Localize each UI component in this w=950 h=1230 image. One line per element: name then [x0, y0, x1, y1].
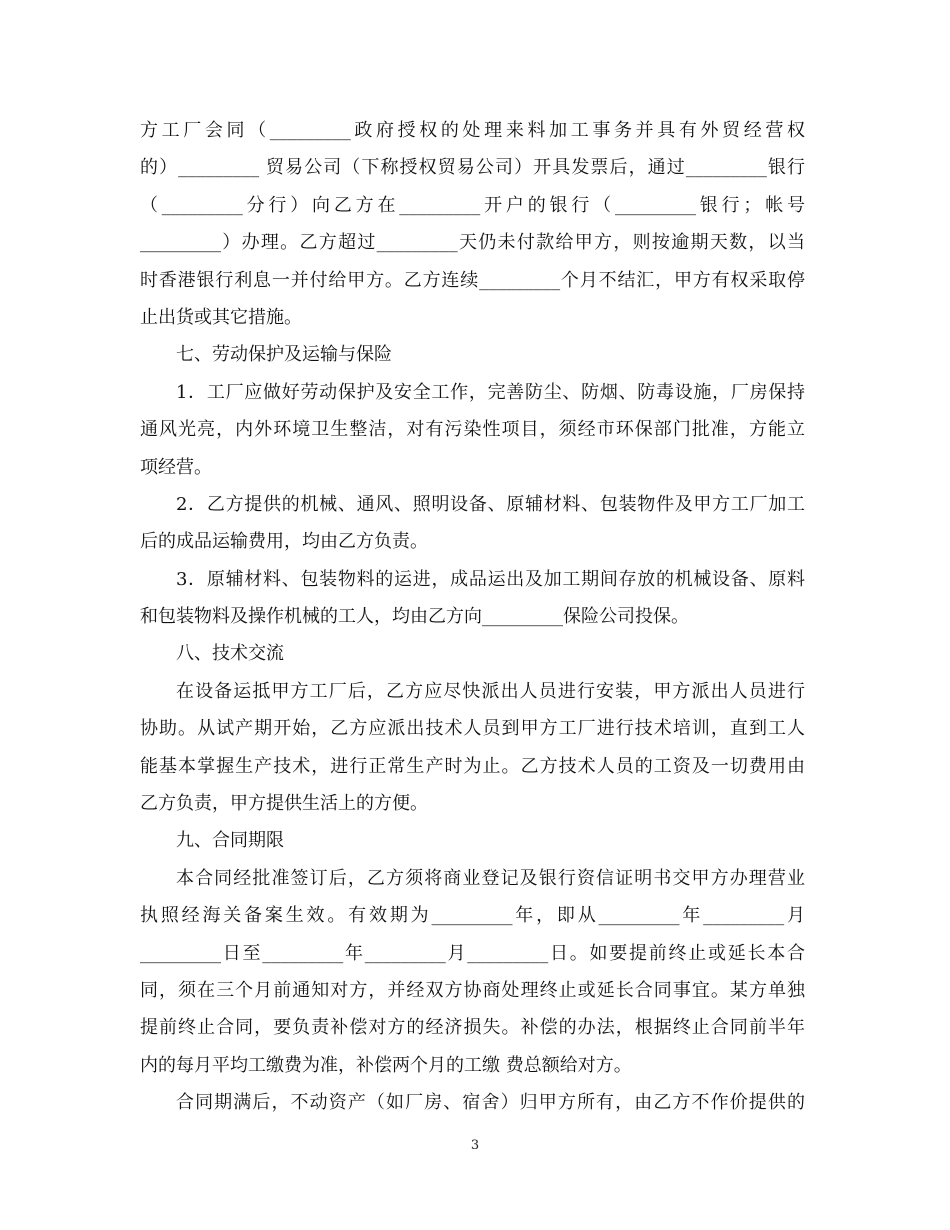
text-line: 通风光亮，内外环境卫生整洁，对有污染性项目，须经市环保部门批准，方能立 [140, 419, 805, 441]
text-line: 在设备运抵甲方工厂后，乙方应尽快派出人员进行安装，甲方派出人员进行 [176, 680, 805, 702]
section-heading: 九、合同期限 [176, 830, 284, 852]
text-line: 3．原辅材料、包装物料的运进，成品运出及加工期间存放的机械设备、原料 [176, 568, 805, 590]
text-line: 项经营。 [140, 456, 212, 478]
text-line: _________日至_________年_________月_________日。如要提前终止或延长本合 [140, 942, 805, 964]
text-line: 能基本掌握生产技术，进行正常生产时为止。乙方技术人员的工资及一切费用由 [140, 755, 805, 777]
text-line: 止出货或其它措施。 [140, 306, 302, 328]
section-heading: 七、劳动保护及运输与保险 [176, 344, 392, 366]
text-line: 乙方负责，甲方提供生活上的方便。 [140, 793, 428, 815]
text-line: 1．工厂应做好劳动保护及安全工作，完善防尘、防烟、防毒设施，厂房保持 [176, 381, 805, 403]
text-line: 本合同经批准签订后，乙方须将商业登记及银行资信证明书交甲方办理营业 [176, 867, 805, 889]
page-number: 3 [470, 1138, 480, 1153]
document-body [140, 112, 805, 1122]
text-line: 2．乙方提供的机械、通风、照明设备、原辅材料、包装物件及甲方工厂加工 [176, 493, 805, 515]
text-line: 方工厂会同（_________政府授权的处理来料加工事务并具有外贸经营权 [140, 120, 805, 141]
text-line: 和包装物料及操作机械的工人，均由乙方向_________保险公司投保。 [140, 606, 689, 628]
text-line: 提前终止合同，要负责补偿对方的经济损失。补偿的办法，根据终止合同前半年 [140, 1017, 805, 1039]
text-line: 的）_________ 贸易公司（下称授权贸易公司）开具发票后，通过_________银行 [140, 157, 805, 179]
text-line: _________）办理。乙方超过_________天仍未付款给甲方，则按逾期天数，以当 [140, 232, 805, 254]
text-line: 合同期满后，不动资产（如厂房、宿舍）归甲方所有，由乙方不作价提供的 [176, 1092, 805, 1114]
section-heading: 八、技术交流 [176, 643, 284, 665]
text-line: 时香港银行利息一并付给甲方。乙方连续_________个月不结汇，甲方有权采取停 [140, 269, 805, 291]
text-line: 后的成品运输费用，均由乙方负责。 [140, 531, 428, 553]
text-line: 执照经海关备案生效。有效期为_________年，即从_________年_________月 [140, 905, 805, 927]
text-line: 协助。从试产期开始，乙方应派出技术人员到甲方工厂进行技术培训，直到工人 [140, 718, 805, 740]
text-line: （_________分行）向乙方在_________开户的银行（_________银行；帐号 [140, 194, 805, 216]
text-line: 同，须在三个月前通知对方，并经双方协商处理终止或延长合同事宜。某方单独 [140, 979, 805, 1001]
text-line: 内的每月平均工缴费为准，补偿两个月的工缴 费总额给对方。 [140, 1054, 632, 1076]
